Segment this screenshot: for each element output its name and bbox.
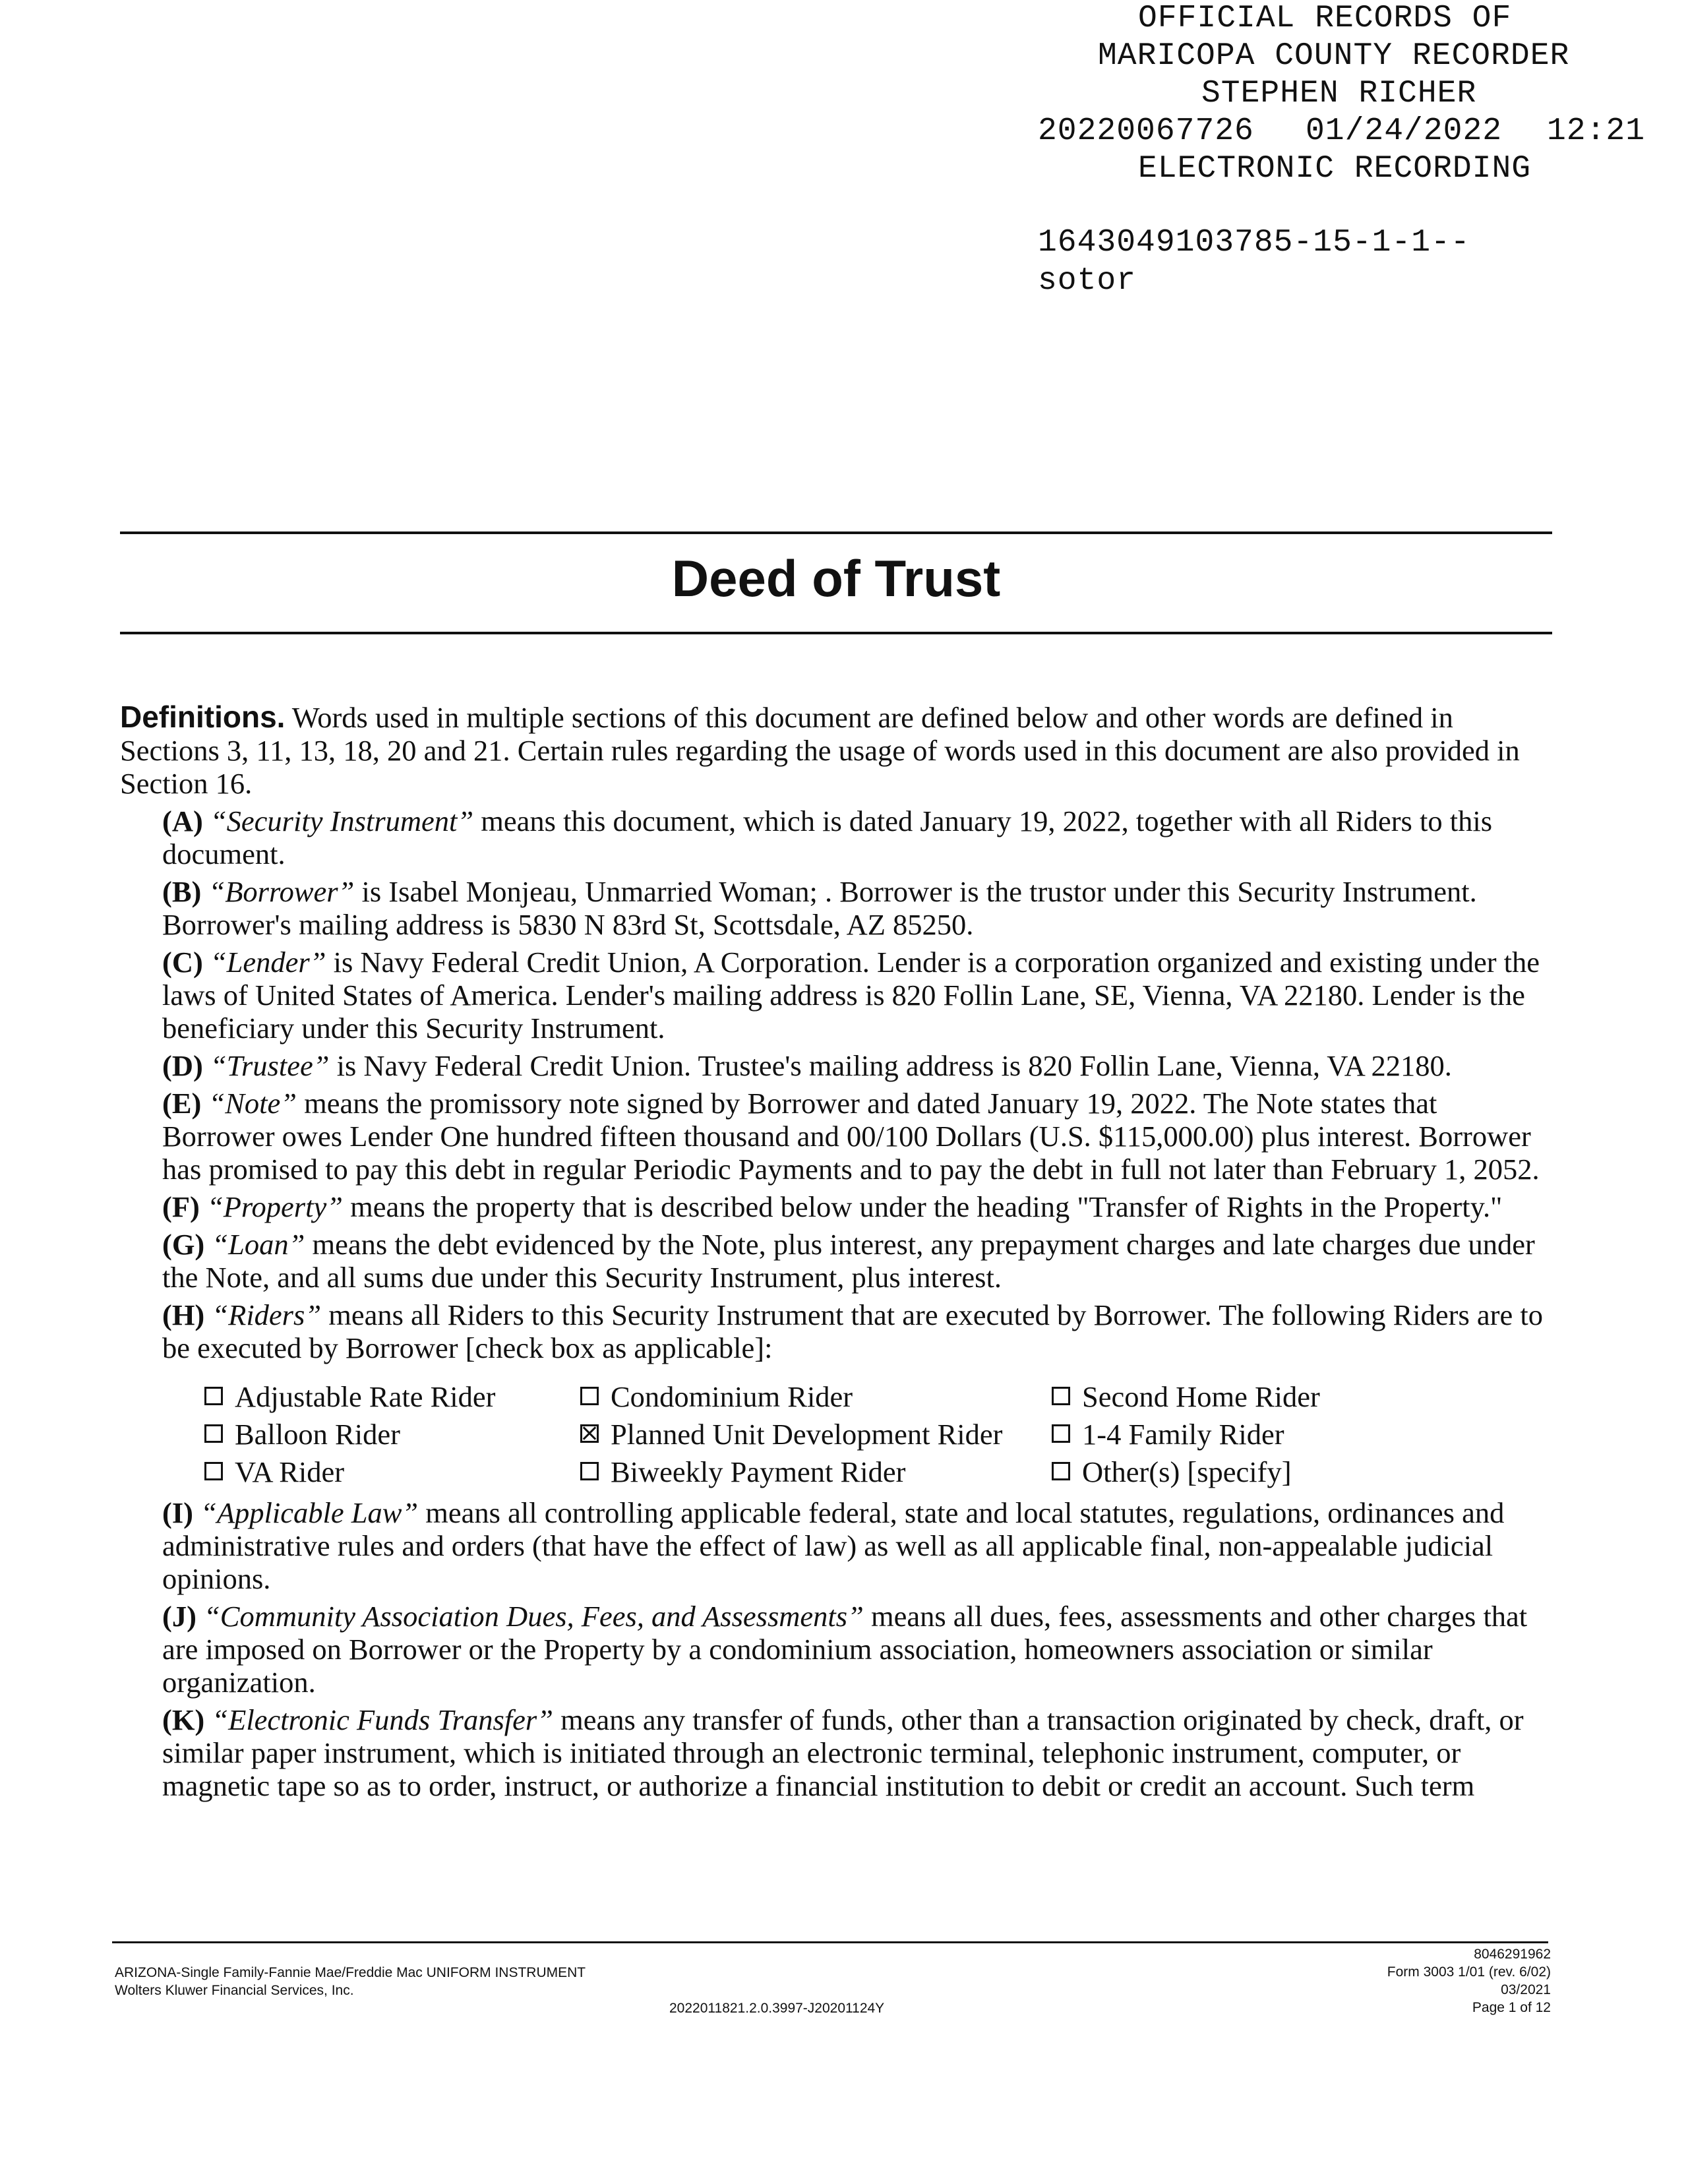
- footer-form-name: ARIZONA-Single Family-Fannie Mae/Freddie Mac UNIFORM INSTRUMENT: [115, 1965, 586, 1980]
- definition-term: “Riders”: [212, 1298, 322, 1331]
- definitions-intro: [120, 700, 1552, 800]
- checked-box-icon: [580, 1424, 599, 1443]
- rider-option: [204, 1418, 580, 1451]
- footer-rule: [112, 1941, 1548, 1943]
- footer-form-number: [1387, 1945, 1551, 2017]
- definition-item: [162, 875, 1552, 941]
- document-title: Deed of Trust: [671, 549, 1001, 607]
- checkbox-icon: [580, 1462, 599, 1480]
- definition-item: [162, 1600, 1552, 1699]
- definition-label: (I): [162, 1496, 193, 1529]
- definition-term: “Property”: [206, 1190, 343, 1223]
- rider-label: Other(s) [specify]: [1082, 1455, 1292, 1488]
- definitions-heading: Definitions.: [120, 700, 286, 734]
- definition-text: is Navy Federal Credit Union. Trustee's mailing address is 820 Follin Lane, Vienna, VA 22180.: [329, 1049, 1452, 1082]
- rider-option: [580, 1418, 1052, 1451]
- checkbox-icon: [204, 1462, 223, 1480]
- rider-option: [1052, 1380, 1395, 1413]
- rider-label: Condominium Rider: [611, 1380, 853, 1413]
- definition-item: [162, 1228, 1552, 1294]
- rider-option: [1052, 1455, 1395, 1488]
- definitions-list-i-k: [120, 1496, 1552, 1802]
- rider-label: Balloon Rider: [235, 1418, 400, 1451]
- rider-label: VA Rider: [235, 1455, 345, 1488]
- definition-item: [162, 1190, 1552, 1223]
- checkbox-icon: [204, 1387, 223, 1405]
- rider-option: [1052, 1418, 1395, 1451]
- definition-text: means the debt evidenced by the Note, plus interest, any prepayment charges and late charges due under the Note, and all sums due under this Security Instrument, plus interest.: [162, 1228, 1535, 1294]
- definition-label: (E): [162, 1087, 202, 1120]
- title-top-rule: [120, 531, 1552, 534]
- recording-number: 20220067726: [1038, 113, 1254, 149]
- rider-label: 1-4 Family Rider: [1082, 1418, 1284, 1451]
- footer-form-date: 03/2021: [1501, 1982, 1551, 1997]
- recorder-line-5: ELECTRONIC RECORDING: [1138, 151, 1532, 187]
- checkbox-icon: [1052, 1387, 1070, 1405]
- definition-term: “Electronic Funds Transfer”: [212, 1703, 553, 1736]
- definition-text: means all controlling applicable federal, state and local statutes, regulations, ordinances and administrative rules and orders (that have the effect of law) as well as all applicable final, non-appealable judicial opinions.: [162, 1496, 1505, 1595]
- definition-term: “Applicable Law”: [200, 1496, 419, 1529]
- definition-term: “Lender”: [210, 946, 326, 979]
- rider-label: Adjustable Rate Rider: [235, 1380, 496, 1413]
- definition-label: (G): [162, 1228, 205, 1261]
- checkbox-icon: [1052, 1462, 1070, 1480]
- definition-text: means all dues, fees, assessments and other charges that are imposed on Borrower or the Property by a condominium association, homeowners association or similar organization.: [162, 1600, 1528, 1699]
- recorder-line-3: STEPHEN RICHER: [1201, 76, 1477, 111]
- recording-date: 01/24/2022: [1306, 113, 1503, 149]
- rider-label: Planned Unit Development Rider: [611, 1418, 1003, 1451]
- checkbox-icon: [580, 1387, 599, 1405]
- definitions-intro-text: Words used in multiple sections of this document are defined below and other words are defined in Sections 3, 11, 13, 18, 20 and 21. Certain rules regarding the usage of words used in this document are also provided in Section 16.: [120, 701, 1520, 800]
- rider-option: [580, 1380, 1052, 1413]
- footer-publisher: Wolters Kluwer Financial Services, Inc.: [115, 1983, 354, 1998]
- rider-option: [204, 1455, 580, 1488]
- footer-document-id: 2022011821.2.0.3997-J20201124Y: [669, 2001, 885, 2016]
- footer-form-version: Form 3003 1/01 (rev. 6/02): [1387, 1964, 1551, 1980]
- title-bottom-rule: [120, 632, 1552, 634]
- definition-label: (J): [162, 1600, 196, 1633]
- definition-text: is Isabel Monjeau, Unmarried Woman; . Borrower is the trustor under this Security Instrument. Borrower's mailing address is 5830 N 83rd St, Scottsdale, AZ 85250.: [162, 875, 1477, 941]
- definition-text: means the property that is described below under the heading "Transfer of Rights in the Property.": [342, 1190, 1503, 1223]
- definition-item: [162, 1298, 1552, 1364]
- definition-term: “Security Instrument”: [210, 804, 474, 837]
- definition-text: means any transfer of funds, other than a transaction originated by check, draft, or similar paper instrument, which is initiated through an electronic terminal, telephonic instrument, computer, or magnetic tape so as to order, instruct, or authorize a financial institution to debit or credit an account. Such term: [162, 1703, 1524, 1802]
- definition-label: (A): [162, 804, 203, 837]
- definition-item: [162, 1049, 1552, 1082]
- recorder-line-2: MARICOPA COUNTY RECORDER: [1098, 38, 1570, 74]
- recorder-line-1: OFFICIAL RECORDS OF: [1138, 1, 1512, 36]
- rider-label: Biweekly Payment Rider: [611, 1455, 906, 1488]
- definition-label: (K): [162, 1703, 205, 1736]
- definition-text: means the promissory note signed by Borrower and dated January 19, 2022. The Note states that Borrower owes Lender One hundred fifteen thousand and 00/100 Dollars (U.S. $115,000.00) plus interest. Borrower has promised to pay this debt in regular Periodic Payments and to pay the debt in full not later than February 1, 2052.: [162, 1087, 1540, 1186]
- definition-label: (B): [162, 875, 202, 908]
- definition-term: “Borrower”: [208, 875, 355, 908]
- definition-item: [162, 804, 1552, 870]
- definition-label: (C): [162, 946, 203, 979]
- definitions-section: [120, 700, 1552, 1802]
- definition-term: “Community Association Dues, Fees, and Assessments”: [204, 1600, 864, 1633]
- recording-time: 12:21: [1547, 113, 1646, 149]
- definition-term: “Note”: [208, 1087, 297, 1120]
- footer-loan-number: 8046291962: [1474, 1947, 1551, 1962]
- definition-text: means all Riders to this Security Instrument that are executed by Borrower. The following Riders are to be executed by Borrower [check box as applicable]:: [162, 1298, 1543, 1364]
- rider-label: Second Home Rider: [1082, 1380, 1320, 1413]
- checkbox-icon: [204, 1424, 223, 1443]
- definition-label: (D): [162, 1049, 203, 1082]
- definition-text: means this document, which is dated January 19, 2022, together with all Riders to this document.: [162, 804, 1493, 870]
- definition-item: [162, 1496, 1552, 1595]
- definitions-list-a-h: [120, 804, 1552, 1364]
- definition-label: (H): [162, 1298, 205, 1331]
- definition-item: [162, 1087, 1552, 1186]
- definition-term: “Trustee”: [210, 1049, 330, 1082]
- reference-line-1: 1643049103785-15-1-1--: [1038, 225, 1470, 260]
- definition-label: (F): [162, 1190, 200, 1223]
- definition-item: [162, 1703, 1552, 1802]
- checkbox-icon: [1052, 1424, 1070, 1443]
- riders-checklist: [204, 1380, 1552, 1488]
- recorder-stamp: [1029, 0, 1646, 376]
- rider-option: [580, 1455, 1052, 1488]
- definition-item: [162, 946, 1552, 1045]
- rider-option: [204, 1380, 580, 1413]
- definition-term: “Loan”: [212, 1228, 305, 1261]
- definition-text: is Navy Federal Credit Union, A Corporation. Lender is a corporation organized and existing under the laws of United States of America. Lender's mailing address is 820 Follin Lane, SE, Vienna, VA 22180. Lender is the beneficiary under this Security Instrument.: [162, 946, 1540, 1045]
- reference-line-2: sotor: [1038, 263, 1137, 299]
- footer-form-info: [115, 1964, 586, 1999]
- footer-page-number: Page 1 of 12: [1472, 2000, 1551, 2015]
